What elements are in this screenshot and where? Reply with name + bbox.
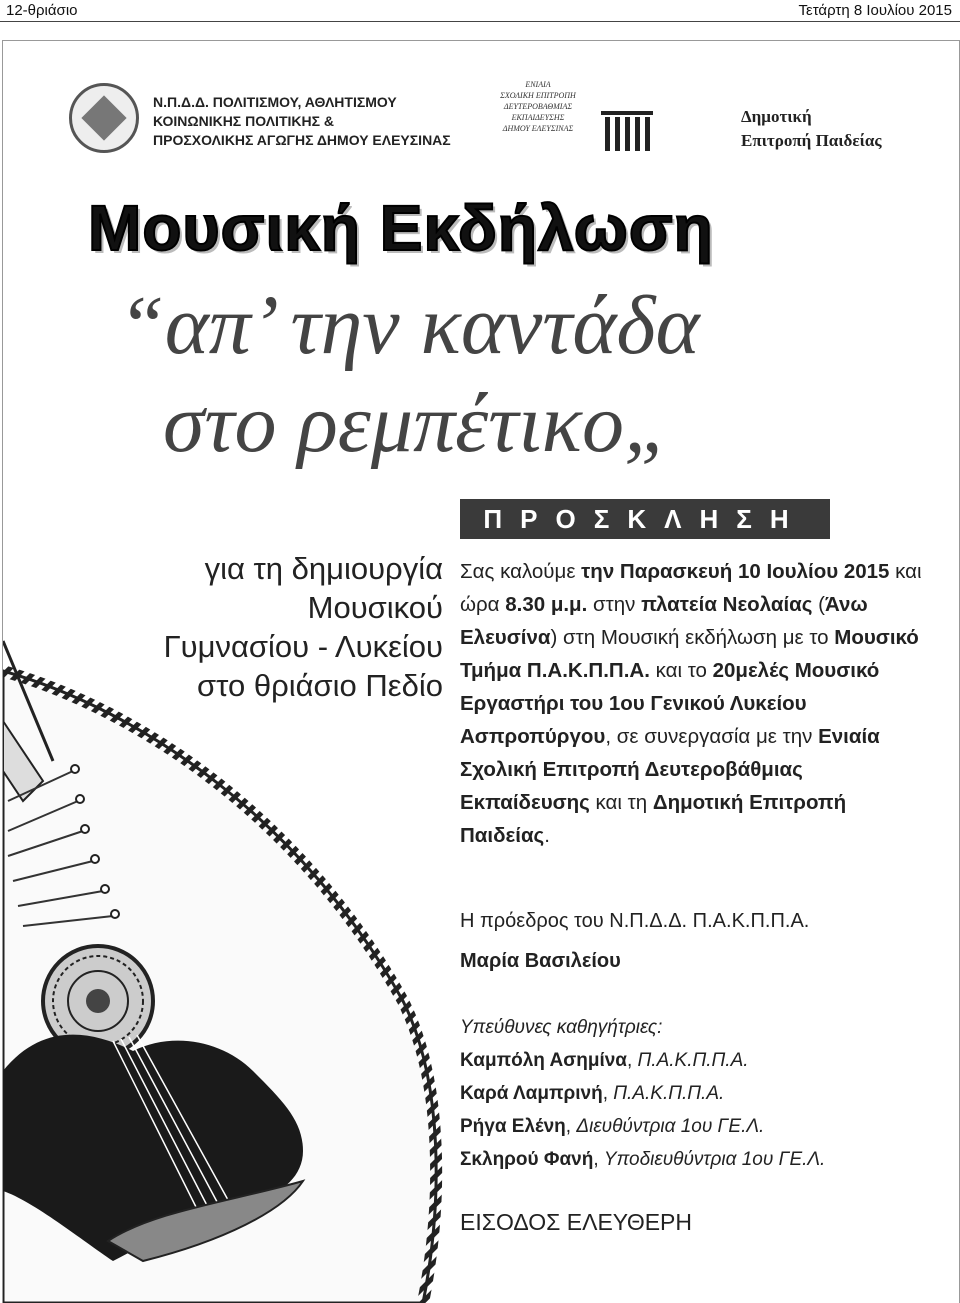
- president-name: Μαρία Βασιλείου: [460, 950, 621, 972]
- event-poster: [2, 40, 960, 1303]
- purpose-line: Γυμνασίου - Λυκείου: [163, 629, 443, 664]
- body-bold-run: την Παρασκευή 10 Ιουλίου 2015: [581, 560, 890, 583]
- body-bold-run: πλατεία Νεολαίας: [641, 593, 813, 616]
- responsible-teachers: [460, 1011, 930, 1176]
- body-bold-run: Μουσικό Τμήμα Π.Α.Κ.Π.Π.Α.: [460, 626, 919, 682]
- body-bold-run: Άνω Ελευσίνα: [460, 593, 868, 649]
- event-title: Μουσική Εκδήλωση: [88, 192, 714, 264]
- body-text-run: (: [812, 593, 825, 616]
- body-bold-run: Ενιαία Σχολική Επιτροπή Δευτεροβάθμιας Εκπαίδευσης: [460, 725, 880, 814]
- teacher-role: Διευθύντρια 1ου ΓΕ.Λ.: [576, 1116, 765, 1137]
- signature-block: [460, 901, 930, 981]
- responsible-item: Καμπόλη Ασημίνα, Π.Α.Κ.Π.Π.Α.: [460, 1050, 749, 1071]
- page-header: [0, 0, 960, 22]
- teacher-name: Σκληρού Φανή: [460, 1149, 594, 1170]
- invitation-banner: ΠΡΟΣΚΛΗΣΗ: [460, 499, 830, 539]
- teacher-name: Καρά Λαμπρινή: [460, 1083, 603, 1104]
- body-text-run: ) στη Μουσική εκδήλωση με το: [550, 626, 835, 649]
- org1-name: Ν.Π.Δ.Δ. ΠΟΛΙΤΙΣΜΟΥ, ΑΘΛΗΤΙΣΜΟΥ ΚΟΙΝΩΝΙΚΗΣ ΠΟΛΙΤΙΚΗΣ & ΠΡΟΣΧΟΛΙΚΗΣ ΑΓΩΓΗΣ ΔΗΜΟΥ ΕΛΕΥΣΙΝΑΣ: [153, 94, 451, 148]
- teacher-role: Υποδιευθύντρια 1ου ΓΕ.Λ.: [603, 1149, 826, 1170]
- section-name: 12-θριάσιο: [6, 2, 78, 19]
- teacher-name: Ρήγα Ελένη: [460, 1116, 566, 1137]
- purpose-line: στο θριάσιο Πεδίο: [197, 668, 443, 703]
- purpose-line: για τη δημιουργία: [204, 551, 443, 586]
- org2-name: ΕΝΙΑΙΑ ΣΧΟΛΙΚΗ ΕΠΙΤΡΟΠΗ ΔΕΥΤΕΡΟΒΑΘΜΙΑΣ ΕΚΠΑΙΔΕΥΣΗΣ ΔΗΜΟΥ ΕΛΕΥΣΙΝΑΣ: [500, 80, 576, 133]
- body-bold-run: 8.30 μ.μ.: [505, 593, 588, 616]
- body-text-run: και τη: [589, 791, 653, 814]
- free-entry-note: ΕΙΣΟΔΟΣ ΕΛΕΥΘΕΡΗ: [460, 1209, 693, 1235]
- teacher-role: Π.Α.Κ.Π.Π.Α.: [637, 1050, 749, 1071]
- responsible-label: Υπεύθυνες καθηγήτριες:: [460, 1017, 663, 1038]
- purpose-line: Μουσικού: [307, 590, 443, 625]
- teacher-name: Καμπόλη Ασημίνα: [460, 1050, 627, 1071]
- responsible-item: Σκληρού Φανή, Υποδιευθύντρια 1ου ΓΕ.Λ.: [460, 1149, 826, 1170]
- body-bold-run: 20μελές Μουσικό Εργαστήρι του 1ου Γενικού Λυκείου Ασπροπύργου: [460, 659, 880, 748]
- npdd-logo: [69, 83, 139, 153]
- body-text-run: .: [544, 824, 550, 847]
- responsible-item: Ρήγα Ελένη, Διευθύντρια 1ου ΓΕ.Λ.: [460, 1116, 765, 1137]
- event-subtitle-line1: “απ’ την καντάδα: [118, 279, 700, 372]
- body-text-run: στην: [587, 593, 642, 616]
- column-logo-icon: [601, 111, 653, 153]
- body-text-run: , σε συνεργασία με την: [605, 725, 819, 748]
- body-text-run: και ώρα: [460, 560, 922, 616]
- body-text-run: Σας καλούμε: [460, 560, 582, 583]
- header-rule: [0, 21, 960, 22]
- org3-name: Δημοτική Επιτροπή Παιδείας: [741, 107, 882, 150]
- teacher-role: Π.Α.Κ.Π.Π.Α.: [613, 1083, 725, 1104]
- invitation-body: [460, 555, 930, 852]
- issue-date: Τετάρτη 8 Ιουλίου 2015: [798, 2, 952, 19]
- body-text-run: και το: [649, 659, 713, 682]
- body-bold-run: Δημοτική Επιτροπή Παιδείας: [460, 791, 847, 847]
- event-subtitle-line2: στο ρεμπέτικο„: [163, 377, 671, 470]
- responsible-item: Καρά Λαμπρινή, Π.Α.Κ.Π.Π.Α.: [460, 1083, 725, 1104]
- mandolin-illustration: [3, 601, 463, 1303]
- president-label: Η πρόεδρος του Ν.Π.Δ.Δ. Π.Α.Κ.Π.Π.Α.: [460, 910, 810, 932]
